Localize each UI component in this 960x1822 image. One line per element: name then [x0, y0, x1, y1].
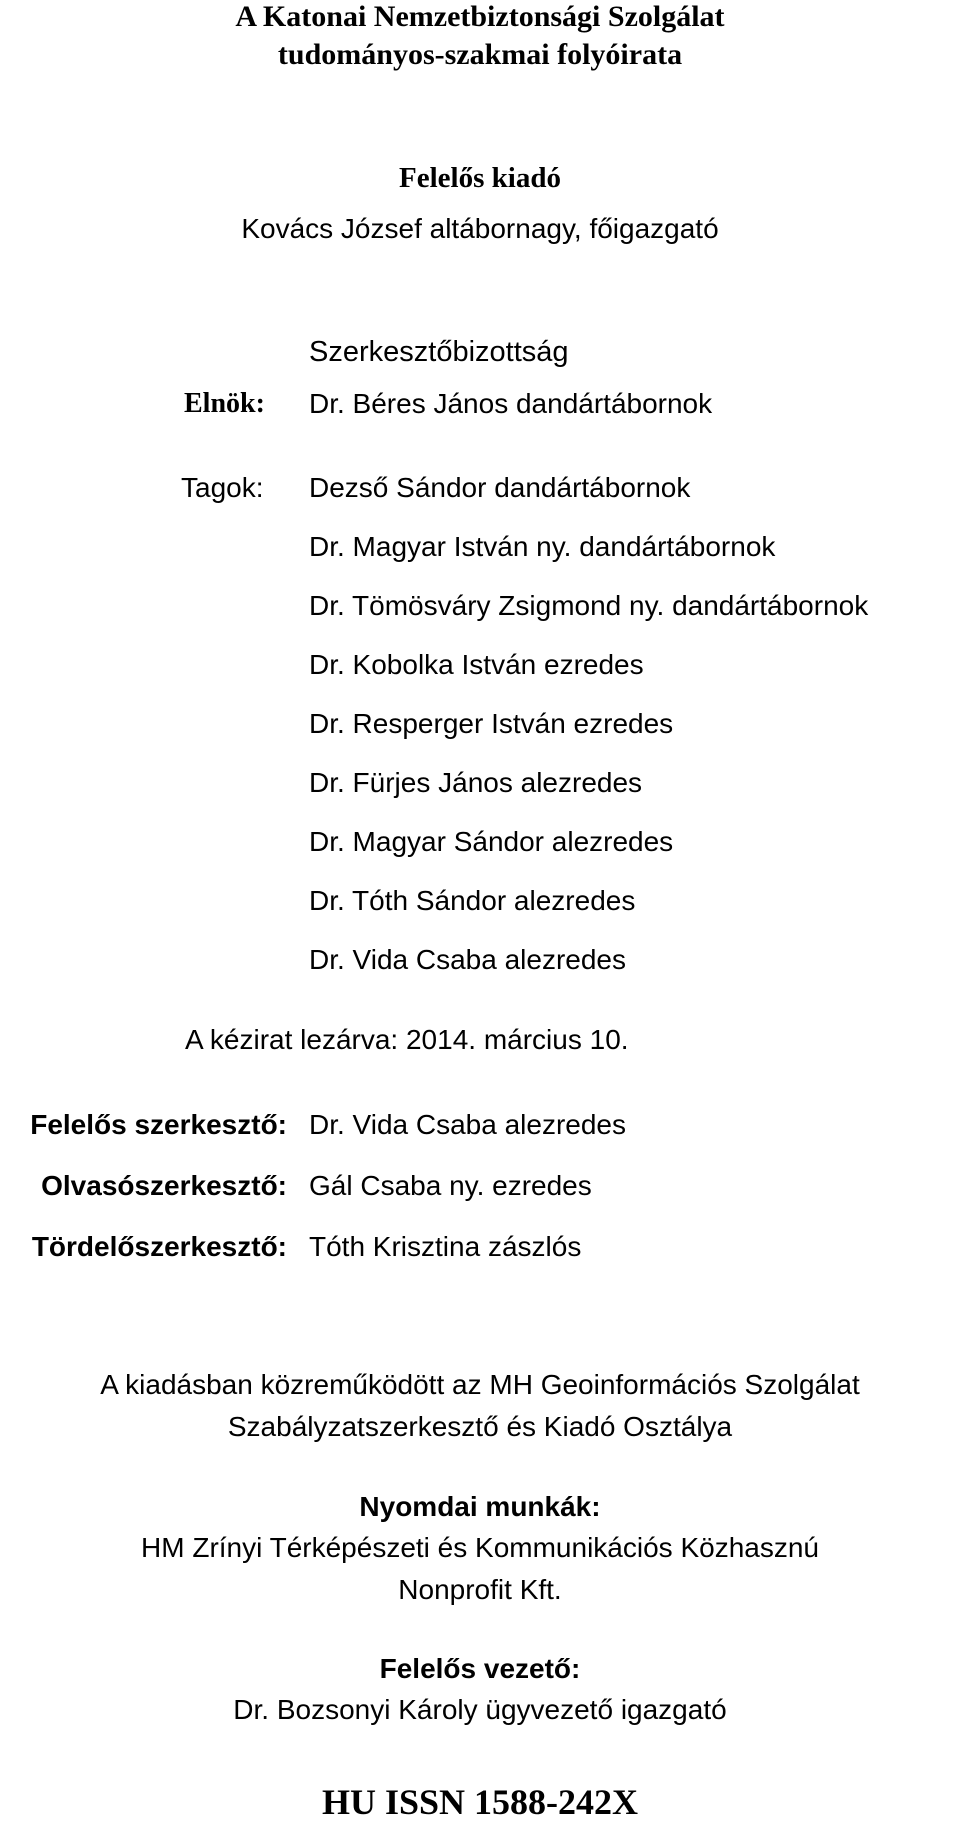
manuscript-closed-date: A kézirat lezárva: 2014. március 10. — [185, 1024, 629, 1055]
printing-line-2: Nonprofit Kft. — [398, 1574, 562, 1605]
publisher-name: Kovács József altábornagy, főigazgató — [241, 213, 719, 244]
contribution-line-2: Szabályzatszerkesztő és Kiadó Osztálya — [227, 1411, 733, 1442]
printing-heading: Nyomdai munkák: — [359, 1491, 601, 1522]
chair-label: Elnök: — [184, 388, 265, 419]
responsible-editor-name: Dr. Vida Csaba alezredes — [309, 1109, 626, 1140]
chair-name: Dr. Béres János dandártábornok — [309, 388, 713, 419]
members-list — [309, 474, 868, 1005]
list-item: Dr. Magyar Sándor alezredes — [309, 826, 674, 857]
list-item: Dr. Resperger István ezredes — [309, 708, 674, 739]
copy-editor-name: Gál Csaba ny. ezredes — [309, 1170, 592, 1201]
issn-number: HU ISSN 1588-242X — [321, 1782, 639, 1822]
manager-heading: Felelős vezető: — [379, 1653, 581, 1684]
list-item: Dr. Vida Csaba alezredes — [309, 944, 626, 975]
layout-editor-name: Tóth Krisztina zászlós — [309, 1231, 582, 1262]
editorial-board-heading: Szerkesztőbizottság — [309, 336, 569, 368]
manager-name: Dr. Bozsonyi Károly ügyvezető igazgató — [233, 1694, 727, 1725]
list-item: Dr. Tömösváry Zsigmond ny. dandártábornok — [309, 590, 869, 621]
list-item: Dr. Kobolka István ezredes — [309, 649, 644, 680]
publisher-heading: Felelős kiadó — [399, 162, 561, 194]
contribution-line-1: A kiadásban közreműködött az MH Geoinformációs Szolgálat — [100, 1369, 860, 1400]
printing-line-1: HM Zrínyi Térképészeti és Kommunikációs Közhasznú — [141, 1532, 819, 1563]
journal-title-line-2: tudományos-szakmai folyóirata — [277, 38, 683, 71]
list-item: Dr. Fürjes János alezredes — [309, 767, 643, 798]
responsible-editor-label: Felelős szerkesztő: — [30, 1109, 287, 1140]
list-item: Dr. Magyar István ny. dandártábornok — [309, 531, 776, 562]
list-item: Dr. Tóth Sándor alezredes — [309, 885, 636, 916]
members-label: Tagok: — [181, 472, 264, 503]
copy-editor-label: Olvasószerkesztő: — [41, 1170, 287, 1201]
journal-title-line-1: A Katonai Nemzetbiztonsági Szolgálat — [235, 0, 725, 33]
layout-editor-label: Tördelőszerkesztő: — [31, 1231, 287, 1262]
list-item: Dezső Sándor dandártábornok — [309, 472, 691, 503]
